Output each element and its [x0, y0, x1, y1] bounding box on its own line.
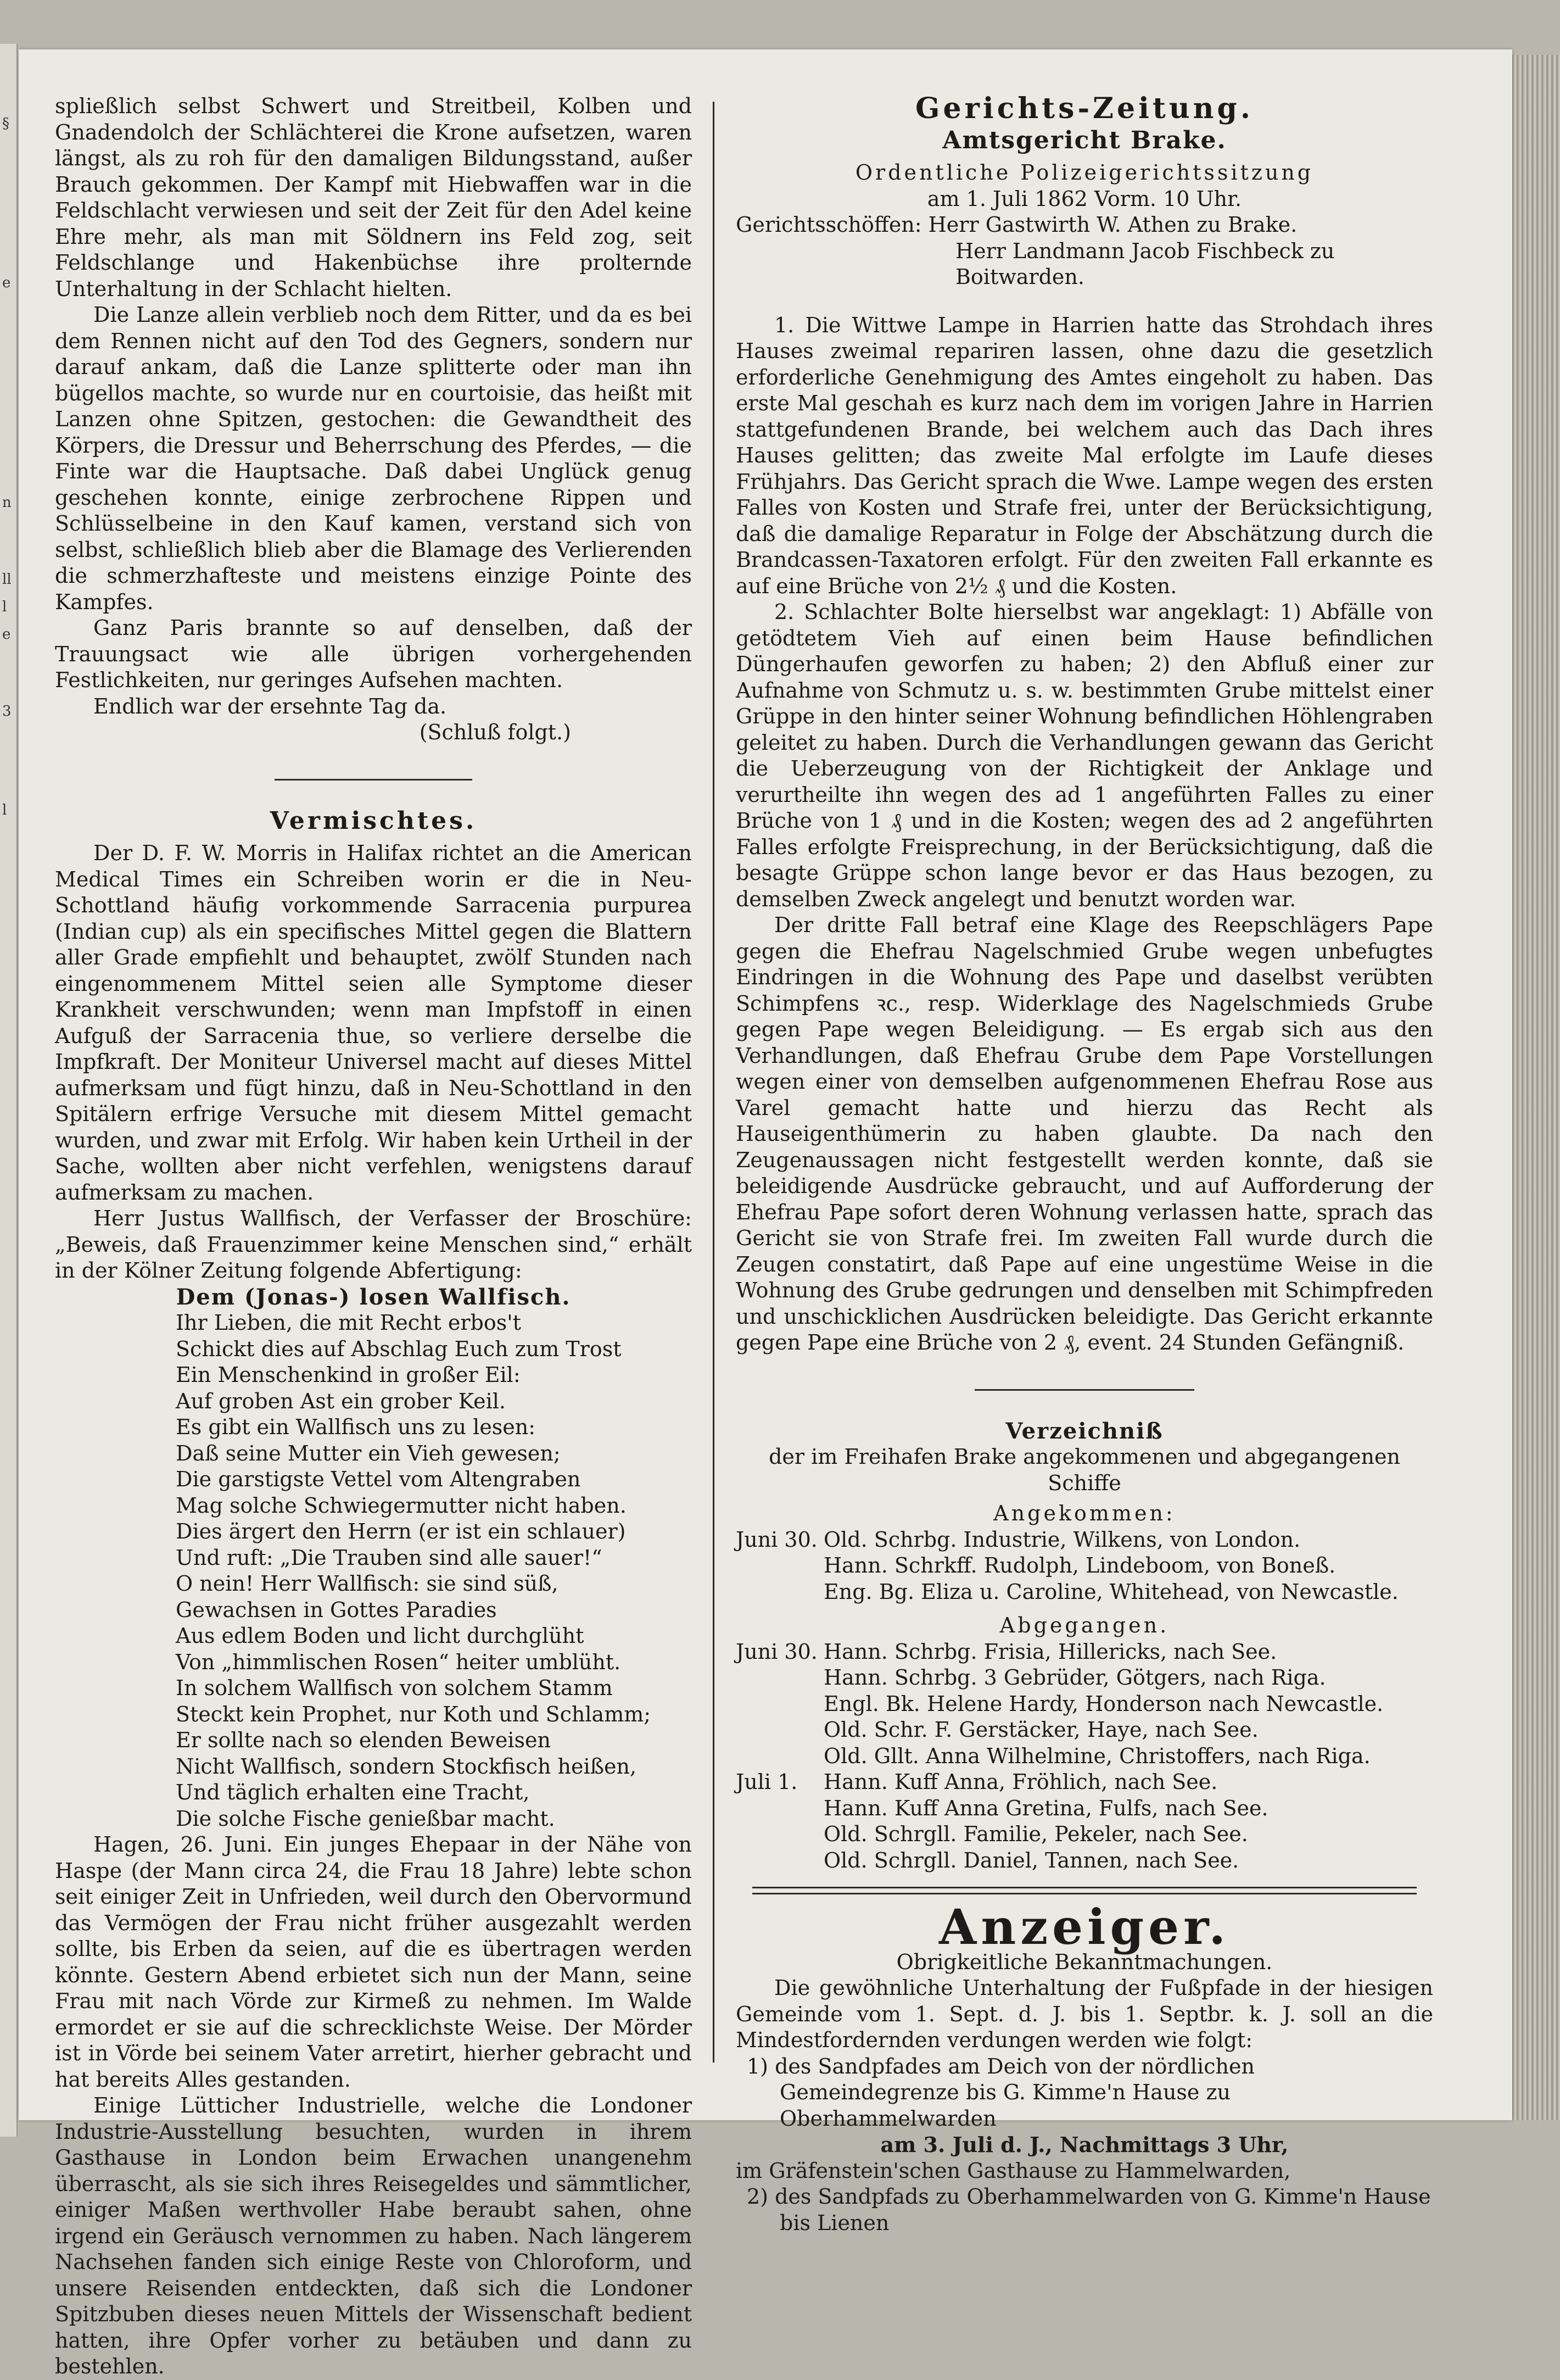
- paragraph: Herr Justus Wallfisch, der Verfasser der Broschüre: „Beweis, daß Frauenzimmer keine Menschen sind,“ erhält in der Kölner Zeitung folgende Abfertigung:: [55, 1206, 692, 1283]
- poem-line: Dies ärgert den Herrn (er ist ein schlauer): [176, 1519, 626, 1543]
- section-title-vermischtes: Vermischtes.: [270, 806, 477, 835]
- section-rule: [975, 1389, 1194, 1391]
- paragraph: Einige Lütticher Industrielle, welche die Londoner Industrie-Ausstellung besuchten, wurden in ihrem Gasthause in London beim Erwachen unangenehm überrascht, als sie sich ihres Reisegeldes und sämmtlicher, einiger Maßen werthvoller Habe beraubt sahen, ohne irgend ein Geräusch vernommen zu haben. Nach längerem Nachsehen fanden sich einige Reste von Chloroform, und unsere Reisenden entdeckten, daß sich die Londoner Spitzbuben dieses neuen Mittels der Wissenschaft bedient hatten, ihre Opfer vorher zu betäuben und dann zu bestehlen.: [55, 2093, 692, 2378]
- notice-date: am 3. Juli d. J., Nachmittags 3 Uhr,: [880, 2132, 1289, 2157]
- anzeiger-rule: [752, 1887, 1417, 1894]
- ship-row: [736, 1848, 1433, 1874]
- court-paragraph: 1. Die Wittwe Lampe in Harrien hatte das Strohdach ihres Hauses zweimal repariren lassen, ohne dazu die gesetzlich erforderliche Genehmigung des Amtes eingeholt zu haben. Das erste Mal geschah es kurz nach dem im vorigen Jahre in Harrien stattgefundenen Brande, bei welchem auch das Dach ihres Hauses gelitten; das zweite Mal erfolgte im Laufe dieses Frühjahrs. Das Gericht sprach die Wwe. Lampe wegen des ersten Falles von Kosten und Strafe frei, unter der Berücksichtigung, daß die damalige Reparatur in Folge der Abschätzung durch die Brandcassen-Taxatoren erfolgt. Für den zweiten Fall erkannte es auf eine Brüche von 2½ ₰ und die Kosten.: [736, 313, 1433, 598]
- ship-entry: Old. Schrgll. Familie, Pekeler, nach See.: [824, 1822, 1248, 1846]
- ships-title: Verzeichniß: [1005, 1418, 1164, 1444]
- ship-row: [736, 1553, 1433, 1579]
- ship-entry: Hann. Schrbg. Frisia, Hillericks, nach See.: [824, 1639, 1277, 1664]
- poem-line: O nein! Herr Wallfisch: sie sind süß,: [176, 1571, 558, 1596]
- poem-line: Nicht Wallfisch, sondern Stockfisch heißen,: [176, 1754, 637, 1779]
- ship-entry: Old. Schrbg. Industrie, Wilkens, von London.: [824, 1527, 1301, 1552]
- notices-title: Obrigkeitliche Bekanntmachungen.: [896, 1949, 1273, 1974]
- ship-row: [736, 1665, 1433, 1691]
- ship-row: [736, 1743, 1433, 1770]
- notice-item: 1) des Sandpfades am Deich von der nördlichen Gemeindegrenze bis G. Kimme'n Hause zu Oberhammelwarden: [747, 2054, 1255, 2131]
- edge-fragment: l: [2, 599, 7, 615]
- poem-line: Und ruft: „Die Trauben sind alle sauer!“: [176, 1545, 602, 1570]
- paragraph: Der D. F. W. Morris in Halifax richtet an die American Medical Times ein Schreiben worin er die in Neu-Schottland häufig vorkommende Sarracenia purpurea (Indian cup) als ein specifisches Mittel gegen die Blattern aller Grade empfiehlt und behauptet, zwölf Stunden nach eingenommenem Mittel seien alle Symptome dieser Krankheit verschwunden; wenn man Impfstoff in einen Aufguß der Sarracenia thue, so verliere derselbe die Impfkraft. Der Moniteur Universel macht auf dieses Mittel aufmerksam und fügt hinzu, daß in Neu-Schottland in den Spitälern erfrige Versuche mit diesem Mittel gemacht wurden, und zwar mit Erfolg. Wir haben kein Urtheil in der Sache, wollten aber nicht verfehlen, wenigstens darauf aufmerksam zu machen.: [55, 841, 692, 1205]
- anzeiger-title: Anzeiger.: [938, 1898, 1231, 1955]
- poem-line: Auf groben Ast ein grober Keil.: [176, 1389, 506, 1413]
- poem-line: Schickt dies auf Abschlag Euch zum Trost: [176, 1336, 622, 1361]
- section-rule: [275, 779, 472, 781]
- poem-line: Die garstigste Vettel vom Altengraben: [176, 1467, 581, 1491]
- paragraph: Hagen, 26. Juni. Ein junges Ehepaar in der Nähe von Haspe (der Mann circa 24, die Frau 18 Jahre) lebte schon seit einiger Zeit in Unfrieden, weil durch den Obervormund das Vermögen der Frau nicht früher ausgezahlt werden sollte, bis Erben da seien, auf die es übertragen werden könnte. Gestern Abend erbietet sich nun der Mann, seine Frau mit nach Vörde zur Kirmeß zu nehmen. Im Walde ermordet er sie auf die schrecklichste Weise. Der Mörder ist in Vörde bei seinem Vater arretirt, hierher gebracht und hat bereits Alles gestanden.: [55, 1832, 692, 2092]
- ship-date: Juni 30.: [736, 1639, 818, 1664]
- poem-line: Von „himmlischen Rosen“ heiter umblüht.: [176, 1649, 621, 1674]
- poem-line: Ihr Lieben, die mit Recht erbos't: [176, 1311, 521, 1335]
- ship-entry: Hann. Schrkff. Rudolph, Lindeboom, von Boneß.: [824, 1553, 1336, 1578]
- poem-line: Er sollte nach so elenden Beweisen: [176, 1728, 551, 1752]
- ships-subtitle: der im Freihafen Brake angekommenen und abgegangenen Schiffe: [769, 1445, 1400, 1495]
- poem-line: Mag solche Schwiegermutter nicht haben.: [176, 1493, 627, 1518]
- departed-label: Abgegangen.: [999, 1613, 1170, 1637]
- edge-fragment: 3: [2, 703, 12, 720]
- jurors-line: Gerichtsschöffen: Herr Gastwirth W. Athen zu Brake.: [736, 213, 1298, 237]
- ship-date: Juni 30.: [736, 1527, 818, 1552]
- court-paragraph: 2. Schlachter Bolte hierselbst war angeklagt: 1) Abfälle von getödtetem Vieh auf einen beim Hause befindlichen Düngerhaufen geworfen zu haben; 2) den Abfluß einer zur Aufnahme von Schmutz u. s. w. bestimmten Grube mittelst einer Grüppe in den hinter seiner Wohnung befindlichen Höhlengraben geleitet zu haben. Durch die Verhandlungen gewann das Gericht die Ueberzeugung von der Richtigkeit der Anklage und verurtheilte ihn wegen des ad 1 angeführten Falles zu einer Brüche von 1 ₰ und in die Kosten; wegen des ad 2 angeführten Falles erfolgte Freisprechung, in der Berücksichtigung, daß die besagte Grüppe schon lange bevor er das Haus bezogen, zu demselben Zweck angelegt und benutzt worden war.: [736, 600, 1433, 911]
- court-title: Amtsgericht Brake.: [942, 126, 1227, 154]
- edge-fragment: e: [2, 626, 11, 643]
- ship-entry: Old. Gllt. Anna Wilhelmine, Christoffers, nach Riga.: [824, 1743, 1371, 1768]
- ship-row: [736, 1579, 1433, 1606]
- edge-fragment: e: [2, 275, 11, 291]
- paragraph: spließlich selbst Schwert und Streitbeil, Kolben und Gnadendolch der Schlächterei die Krone aufsetzen, waren längst, als zu roh für den damaligen Bildungsstand, außer Brauch gekommen. Der Kampf mit Hiebwaffen war in die Feldschlacht verwiesen und seit der Zeit für den Adel keine Ehre mehr, als man mit Söldnern ins Feld zog, seit Feldschlange und Hakenbüchse ihre prolternde Unterhaltung in der Schlacht hielten.: [55, 94, 692, 301]
- ship-date: [736, 1553, 824, 1579]
- ship-row: [736, 1639, 1433, 1665]
- ship-date: [736, 1717, 824, 1743]
- ship-entry: Hann. Schrbg. 3 Gebrüder, Götgers, nach Riga.: [824, 1665, 1326, 1690]
- ship-row: [736, 1769, 1433, 1796]
- right-column: [736, 93, 1433, 2236]
- ship-entry: Eng. Bg. Eliza u. Caroline, Whitehead, von Newcastle.: [824, 1579, 1399, 1604]
- ship-entry: Hann. Kuff Anna Gretina, Fulfs, nach See.: [824, 1796, 1268, 1820]
- poem-line: In solchem Wallfisch von solchem Stamm: [176, 1676, 613, 1700]
- notices-intro: Die gewöhnliche Unterhaltung der Fußpfade in der hiesigen Gemeinde vom 1. Sept. d. J. bis 1. Septbr. k. J. soll an die Mindestfordernden verdungen werden wie folgt:: [736, 1976, 1433, 2052]
- poem-title: Dem (Jonas-) losen Wallfisch.: [176, 1284, 571, 1310]
- ship-date: [736, 1579, 824, 1606]
- column-divider: [713, 102, 714, 2063]
- ship-date: [736, 1796, 824, 1822]
- edge-fragment: l: [2, 802, 7, 818]
- session-line: am 1. Juli 1862 Vorm. 10 Uhr.: [927, 186, 1242, 211]
- ship-date: [736, 1743, 824, 1770]
- notice-item: 2) des Sandpfads zu Oberhammelwarden von G. Kimme'n Hause bis Lienen: [747, 2184, 1431, 2235]
- poem-line: Steckt kein Prophet, nur Koth und Schlamm;: [176, 1702, 651, 1726]
- ship-date: [736, 1665, 824, 1691]
- ship-date: [736, 1821, 824, 1848]
- left-page-edge: [0, 44, 18, 2137]
- ship-date: [736, 1691, 824, 1718]
- jurors-line: Herr Landmann Jacob Fischbeck zu Boitwarden.: [955, 238, 1335, 289]
- poem-line: Daß seine Mutter ein Vieh gewesen;: [176, 1441, 561, 1465]
- poem: [55, 1310, 692, 1832]
- page-stack-edge: [1512, 55, 1560, 2120]
- poem-line: Die solche Fische genießbar macht.: [176, 1806, 555, 1831]
- arrived-label: Angekommen:: [993, 1501, 1176, 1525]
- ship-date: Juli 1.: [736, 1770, 798, 1794]
- poem-line: Ein Menschenkind in großer Eil:: [176, 1363, 521, 1387]
- paragraph: Endlich war der ersehnte Tag da.: [93, 694, 447, 718]
- ship-entry: Engl. Bk. Helene Hardy, Honderson nach Newcastle.: [824, 1691, 1384, 1716]
- ship-row: [736, 1527, 1433, 1553]
- ship-row: [736, 1821, 1433, 1848]
- paragraph: Ganz Paris brannte so auf denselben, daß der Trauungsact wie alle übrigen vorhergehenden Festlichkeiten, nur geringes Aufsehen machten.: [55, 616, 692, 692]
- ship-date: [736, 1848, 824, 1874]
- ship-row: [736, 1691, 1433, 1718]
- poem-line: Und täglich erhalten eine Tracht,: [176, 1780, 530, 1804]
- edge-fragment: §: [2, 115, 9, 132]
- ship-entry: Old. Schr. F. Gerstäcker, Haye, nach See.: [824, 1718, 1259, 1742]
- notice-location: im Gräfenstein'schen Gasthause zu Hammelwarden,: [736, 2158, 1291, 2183]
- ship-row: [736, 1717, 1433, 1743]
- edge-fragment: ll: [2, 571, 12, 588]
- court-paragraph: Der dritte Fall betraf eine Klage des Reepschlägers Pape gegen die Ehefrau Nagelschmied Grube wegen unbefugtes Eindringen in die Wohnung des Pape und daselbst verübten Schimpfens ꝛc., resp. Widerklage des Nagelschmieds Grube gegen Pape wegen Beleidigung. — Es ergab sich aus den Verhandlungen, daß Ehefrau Grube dem Pape Vorstellungen wegen einer von demselben aufgenommenen Ehefrau Rose aus Varel gemacht hatte und hierzu das Recht als Hauseigenthümerin zu haben glaubte. Da nach den Zeugenaussagen nicht festgestellt werden konnte, daß sie beleidigende Ausdrücke gebraucht, und auf Aufforderung der Ehefrau Pape sofort deren Wohnung verlassen hatte, sprach das Gericht sie von Strafe frei. Im zweiten Fall wurde durch die Zeugen constatirt, daß Pape auf eine ungestüme Weise in die Wohnung des Grube gedrungen und denselben mit Schimpfreden und unschicklichen Ausdrücken beleidigte. Das Gericht erkannte gegen Pape eine Brüche von 2 ₰, event. 24 Stunden Gefängniß.: [736, 913, 1433, 1355]
- poem-line: Aus edlem Boden und licht durchglüht: [176, 1624, 584, 1648]
- ship-entry: Hann. Kuff Anna, Fröhlich, nach See.: [824, 1770, 1218, 1794]
- continued-note: (Schluß folgt.): [419, 720, 571, 744]
- session-line: Ordentliche Polizeigerichtssitzung: [855, 160, 1314, 185]
- ship-row: [736, 1796, 1433, 1822]
- left-column: [55, 93, 692, 2380]
- paragraph: Die Lanze allein verblieb noch dem Ritter, und da es bei dem Rennen nicht auf den Tod des Gegners, sondern nur darauf ankam, daß die Lanze splitterte oder man ihn bügellos machte, so wurde nur en courtoisie, das heißt mit Lanzen ohne Spitzen, gestochen: die Gewandtheit des Körpers, die Dressur und Beherrschung des Pferdes, — die Finte war die Hauptsache. Daß dabei Unglück genug geschehen konnte, einige zerbrochene Rippen und Schlüsselbeine in den Kauf kamen, verstand sich von selbst, schließlich blieb aber die Blamage des Verlierenden die schmerzhafteste und meistens einzige Pointe des Kampfes.: [55, 303, 692, 614]
- poem-line: Es gibt ein Wallfisch uns zu lesen:: [176, 1415, 536, 1439]
- poem-line: Gewachsen in Gottes Paradies: [176, 1597, 497, 1622]
- ship-entry: Old. Schrgll. Daniel, Tannen, nach See.: [824, 1848, 1239, 1872]
- section-title-gerichts-zeitung: Gerichts-Zeitung.: [915, 92, 1254, 125]
- edge-fragment: n: [2, 494, 12, 511]
